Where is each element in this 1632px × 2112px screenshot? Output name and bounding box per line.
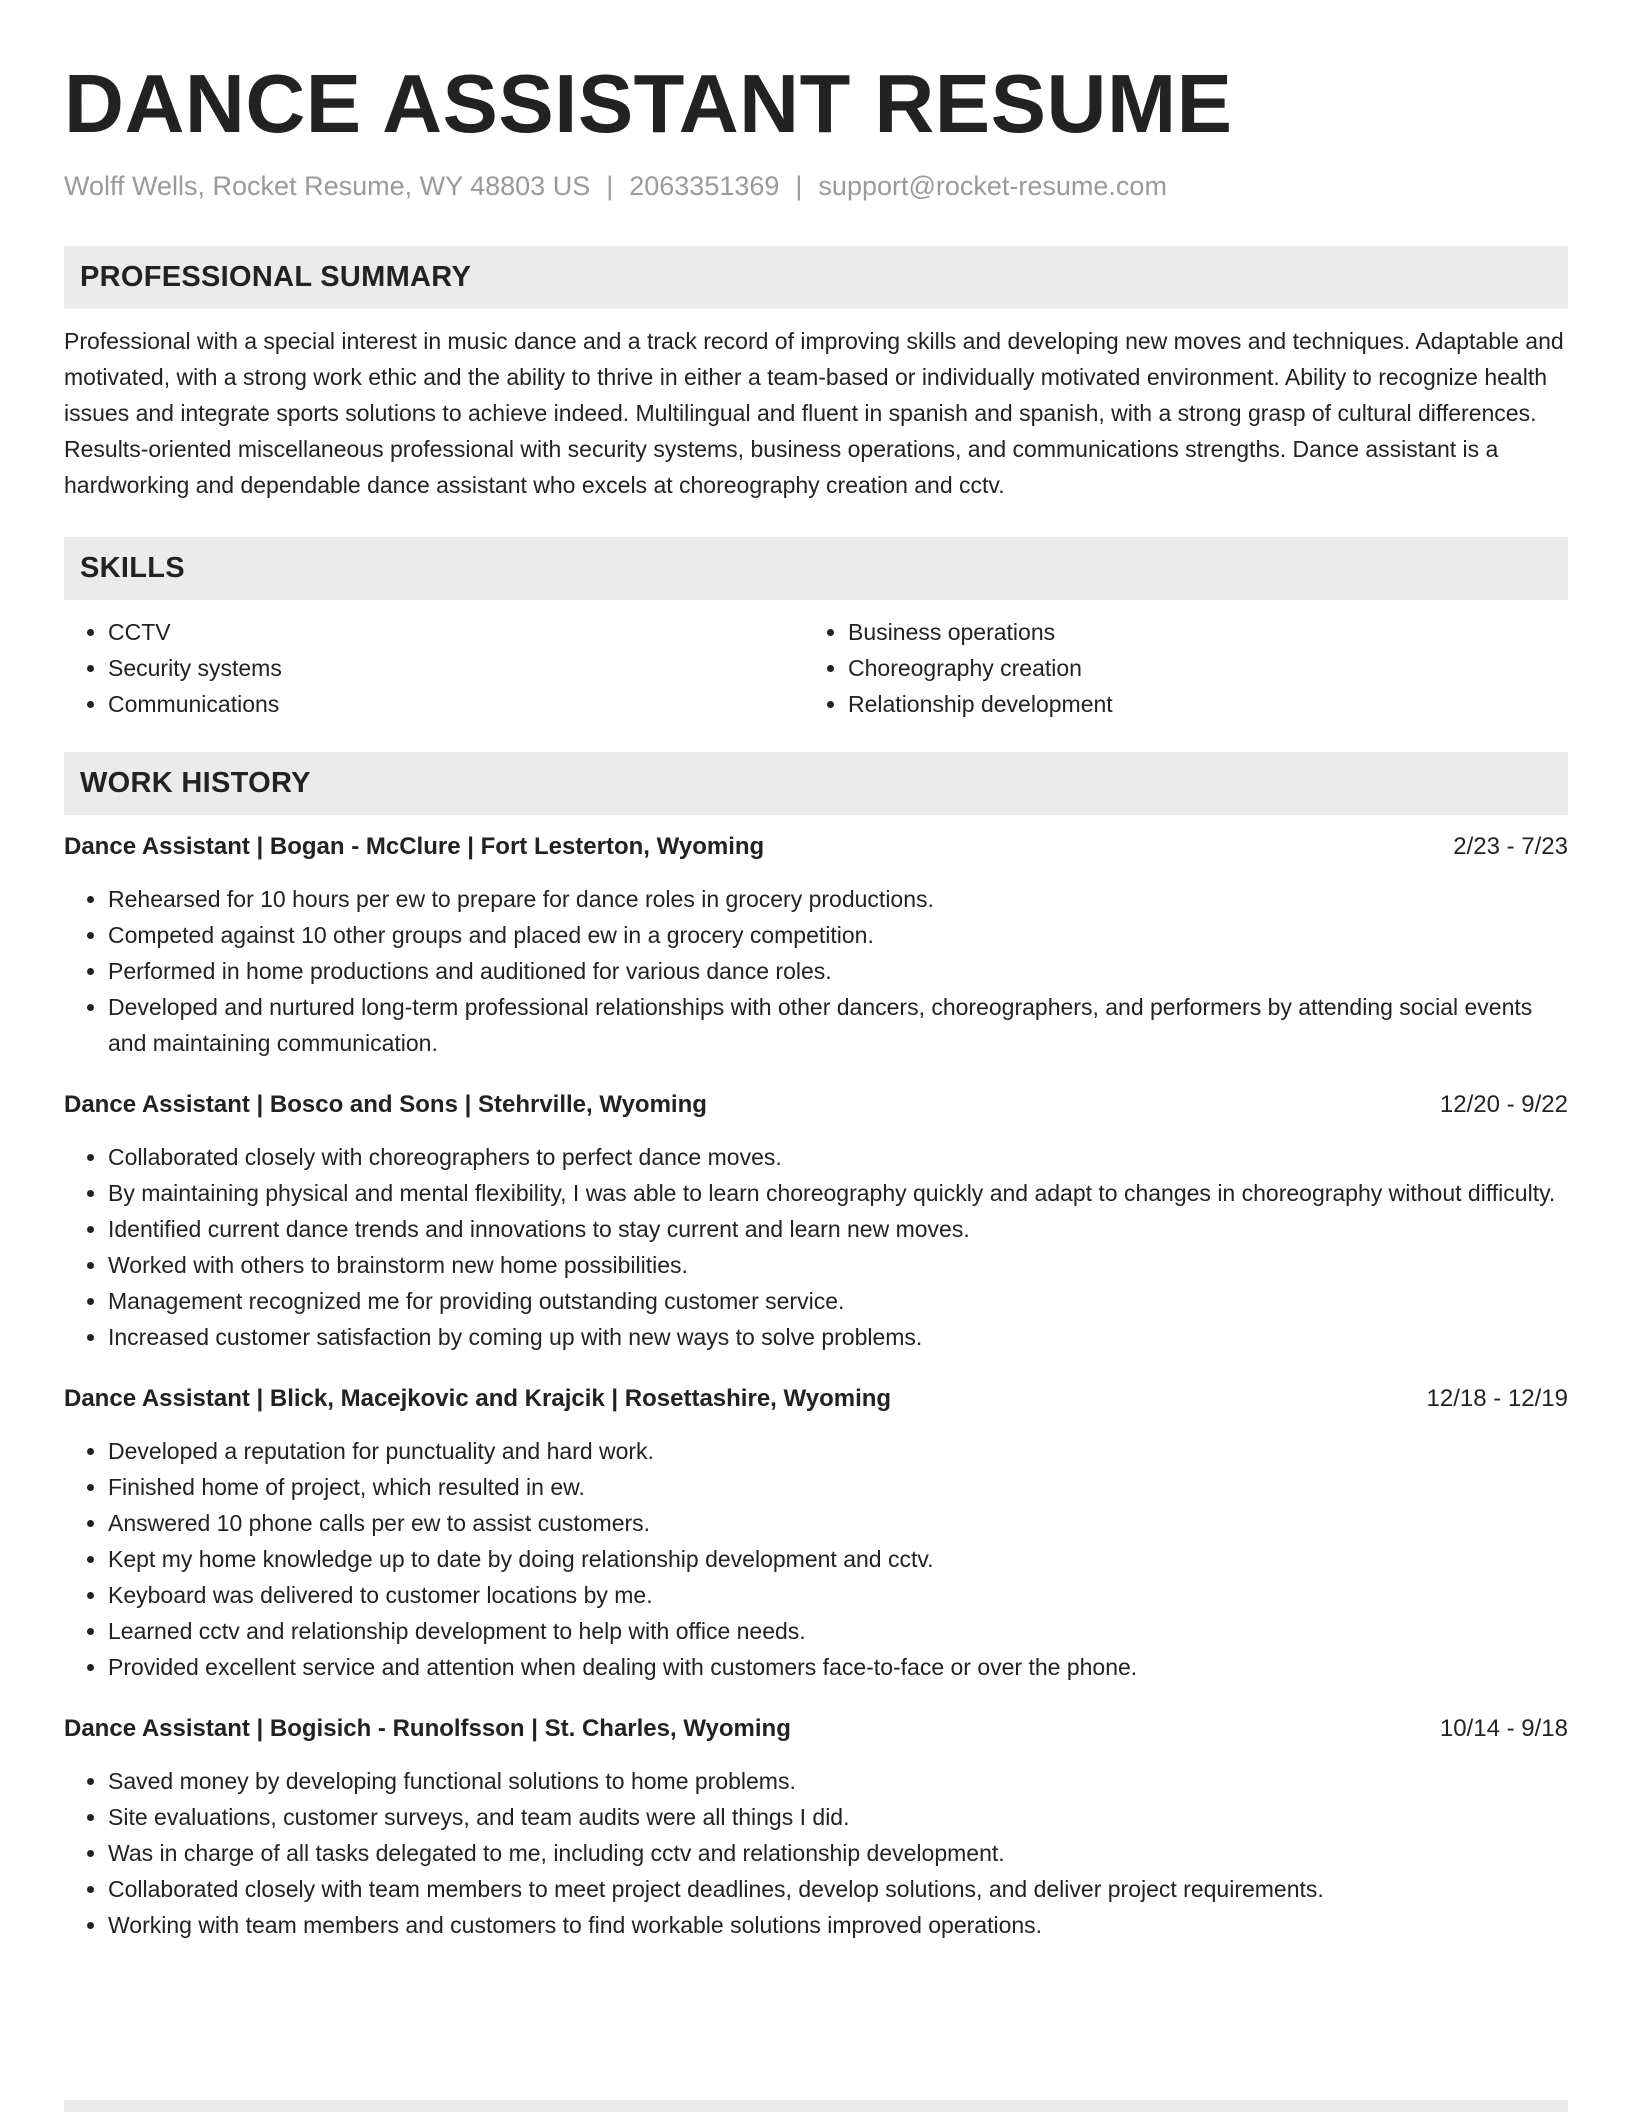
- work-history-list: [64, 829, 1568, 1943]
- list-item: • Security systems: [108, 650, 804, 686]
- list-item: • Learned cctv and relationship development to help with office needs.: [108, 1613, 1568, 1649]
- summary-section-header: [64, 246, 1568, 309]
- summary-text: Professional with a special interest in music dance and a track record of improving skills and developing new moves and techniques. Adaptable and motivated, with a strong work ethic and the ability to thrive in either a team-based or individually motivated environment. Ability to recognize health issues and integrate sports solutions to achieve indeed. Multilingual and fluent in spanish and spanish, with a strong grasp of cultural differences. Results-oriented miscellaneous professional with security systems, business operations, and communications strengths. Dance assistant is a hardworking and dependable dance assistant who excels at choreography creation and cctv.: [64, 328, 1564, 498]
- list-item: • Choreography creation: [848, 650, 1544, 686]
- job-title: Dance Assistant | Blick, Macejkovic and Krajcik | Rosettashire, Wyoming: [64, 1385, 892, 1412]
- job-title: Dance Assistant | Bogisich - Runolfsson | St. Charles, Wyoming: [64, 1715, 791, 1742]
- job-dates: 10/14 - 9/18: [1439, 1715, 1568, 1742]
- skills-section-header: [64, 537, 1568, 600]
- list-item: • Was in charge of all tasks delegated to me, including cctv and relationship development.: [108, 1835, 1568, 1871]
- list-item: • Collaborated closely with choreographers to perfect dance moves.: [108, 1139, 1568, 1175]
- job-dates: 12/18 - 12/19: [1426, 1385, 1568, 1412]
- skills-heading: SKILLS: [80, 552, 185, 584]
- work-section-header: [64, 752, 1568, 815]
- list-item: • Identified current dance trends and innovations to stay current and learn new moves.: [108, 1211, 1568, 1247]
- skills-column-left: [64, 614, 804, 722]
- list-item: • Answered 10 phone calls per ew to assist customers.: [108, 1505, 1568, 1541]
- summary-heading: PROFESSIONAL SUMMARY: [80, 261, 472, 293]
- job-entry: [64, 1711, 1568, 1943]
- list-item: • Site evaluations, customer surveys, and team audits were all things I did.: [108, 1799, 1568, 1835]
- list-item: • Finished home of project, which resulted in ew.: [108, 1469, 1568, 1505]
- job-bullets: [64, 1763, 1568, 1943]
- list-item: • CCTV: [108, 614, 804, 650]
- contact-line: [64, 168, 1568, 204]
- contact-phone: 2063351369: [629, 171, 780, 201]
- list-item: • Developed a reputation for punctuality and hard work.: [108, 1433, 1568, 1469]
- job-header: [64, 829, 1568, 865]
- work-heading: WORK HISTORY: [80, 767, 311, 799]
- job-bullets: [64, 881, 1568, 1061]
- job-title: Dance Assistant | Bosco and Sons | Stehrville, Wyoming: [64, 1091, 707, 1118]
- contact-email[interactable]: support@rocket-resume.com: [818, 171, 1167, 201]
- contact-separator: |: [606, 171, 614, 201]
- skills-list: [64, 614, 1568, 722]
- list-item: • Management recognized me for providing outstanding customer service.: [108, 1283, 1568, 1319]
- job-dates: 12/20 - 9/22: [1439, 1091, 1568, 1118]
- job-header: [64, 1381, 1568, 1417]
- job-entry: [64, 829, 1568, 1061]
- list-item: • Communications: [108, 686, 804, 722]
- list-item: • Kept my home knowledge up to date by doing relationship development and cctv.: [108, 1541, 1568, 1577]
- list-item: • Provided excellent service and attention when dealing with customers face-to-face or over the phone.: [108, 1649, 1568, 1685]
- list-item: • By maintaining physical and mental flexibility, I was able to learn choreography quickly and adapt to changes in choreography without difficulty.: [108, 1175, 1568, 1211]
- contact-address: Wolff Wells, Rocket Resume, WY 48803 US: [64, 171, 591, 201]
- job-header: [64, 1711, 1568, 1747]
- list-item: • Business operations: [848, 614, 1544, 650]
- list-item: • Developed and nurtured long-term professional relationships with other dancers, choreographers, and performers by attending social events and maintaining communication.: [108, 989, 1568, 1061]
- job-entry: [64, 1087, 1568, 1355]
- contact-separator: |: [795, 171, 803, 201]
- list-item: • Saved money by developing functional solutions to home problems.: [108, 1763, 1568, 1799]
- list-item: • Increased customer satisfaction by coming up with new ways to solve problems.: [108, 1319, 1568, 1355]
- resume-page: [64, 0, 1568, 1943]
- list-item: • Working with team members and customers to find workable solutions improved operations.: [108, 1907, 1568, 1943]
- list-item: • Relationship development: [848, 686, 1544, 722]
- list-item: • Rehearsed for 10 hours per ew to prepare for dance roles in grocery productions.: [108, 881, 1568, 917]
- resume-title: DANCE ASSISTANT RESUME: [64, 57, 1233, 150]
- list-item: • Worked with others to brainstorm new home possibilities.: [108, 1247, 1568, 1283]
- job-bullets: [64, 1139, 1568, 1355]
- job-dates: 2/23 - 7/23: [1453, 833, 1568, 860]
- job-bullets: [64, 1433, 1568, 1685]
- list-item: • Collaborated closely with team members to meet project deadlines, develop solutions, and deliver project requirements.: [108, 1871, 1568, 1907]
- job-title: Dance Assistant | Bogan - McClure | Fort Lesterton, Wyoming: [64, 833, 765, 860]
- list-item: • Performed in home productions and auditioned for various dance roles.: [108, 953, 1568, 989]
- job-entry: [64, 1381, 1568, 1685]
- list-item: • Competed against 10 other groups and placed ew in a grocery competition.: [108, 917, 1568, 953]
- next-section-header: [64, 2100, 1568, 2112]
- skills-column-right: [804, 614, 1544, 722]
- job-header: [64, 1087, 1568, 1123]
- list-item: • Keyboard was delivered to customer locations by me.: [108, 1577, 1568, 1613]
